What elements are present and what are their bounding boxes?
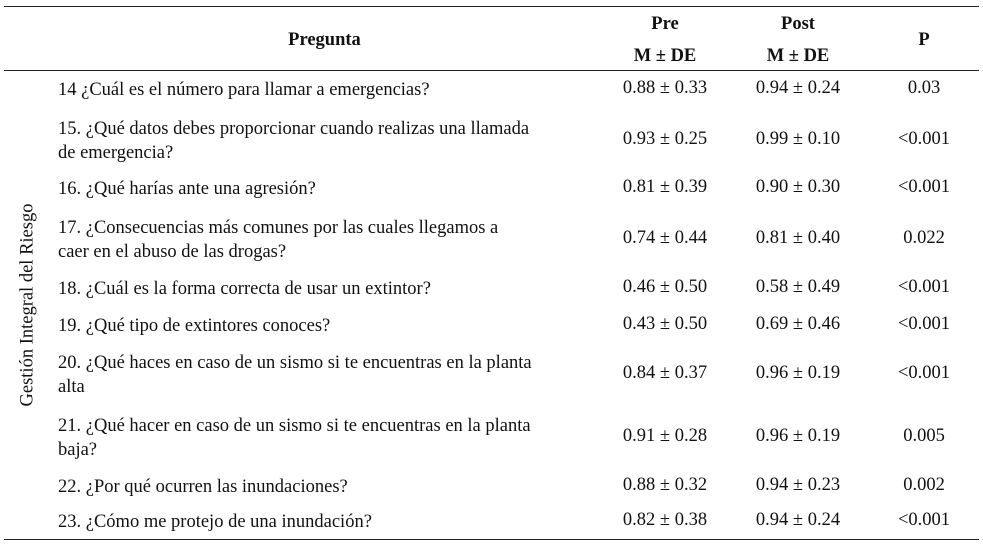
pre-value: 0.88 ± 0.33 — [622, 78, 708, 98]
p-value: <0.001 — [897, 129, 951, 149]
p-value: 0.002 — [903, 475, 945, 495]
section-label-text: Gestión Integral del Riesgo — [17, 203, 38, 406]
p-value: <0.001 — [897, 363, 951, 383]
header-rule — [4, 70, 979, 71]
post-value: 0.69 ± 0.46 — [755, 314, 841, 334]
header-post-sub: M ± DE — [766, 46, 830, 66]
question-line-2: de emergencia? — [58, 143, 174, 163]
p-value: <0.001 — [897, 277, 951, 297]
question-line-1: 22. ¿Por qué ocurren las inundaciones? — [58, 477, 348, 497]
post-value: 0.96 ± 0.19 — [755, 363, 841, 383]
pre-value: 0.46 ± 0.50 — [622, 277, 708, 297]
post-value: 0.81 ± 0.40 — [755, 228, 841, 248]
question-line-1: 23. ¿Cómo me protejo de una inundación? — [58, 512, 372, 532]
question-text — [58, 351, 603, 399]
question-line-1: 17. ¿Consecuencias más comunes por las cuales llegamos a — [58, 218, 499, 238]
p-value: 0.022 — [903, 228, 945, 248]
pre-value: 0.84 ± 0.37 — [622, 363, 708, 383]
table-top-rule — [4, 6, 979, 7]
post-value: 0.94 ± 0.24 — [755, 78, 841, 98]
post-value: 0.99 ± 0.10 — [755, 129, 841, 149]
post-value: 0.58 ± 0.49 — [755, 277, 841, 297]
header-post: Post — [781, 14, 815, 34]
question-line-1: 19. ¿Qué tipo de extintores conoces? — [58, 316, 331, 336]
post-value: 0.94 ± 0.24 — [755, 510, 841, 530]
question-text — [58, 475, 603, 499]
p-value: 0.03 — [907, 78, 941, 98]
pre-value: 0.74 ± 0.44 — [622, 228, 708, 248]
question-text — [58, 277, 603, 301]
question-text — [58, 177, 603, 201]
pre-value: 0.81 ± 0.39 — [622, 177, 708, 197]
p-value: <0.001 — [897, 314, 951, 334]
question-text — [58, 117, 603, 165]
question-text — [58, 510, 603, 534]
question-line-1: 18. ¿Cuál es la forma correcta de usar un extintor? — [58, 279, 431, 299]
table-bottom-rule — [4, 539, 979, 540]
pre-value: 0.93 ± 0.25 — [622, 129, 708, 149]
question-line-1: 20. ¿Qué haces en caso de un sismo si te encuentras en la planta — [58, 353, 532, 373]
p-value: <0.001 — [897, 510, 951, 530]
p-value: <0.001 — [897, 177, 951, 197]
post-value: 0.96 ± 0.19 — [755, 426, 841, 446]
header-pre: Pre — [651, 14, 679, 34]
question-text — [58, 414, 603, 462]
section-label — [4, 70, 52, 539]
question-line-1: 21. ¿Qué hacer en caso de un sismo si te encuentras en la planta — [58, 416, 531, 436]
question-line-1: 15. ¿Qué datos debes proporcionar cuando realizas una llamada — [58, 119, 530, 139]
header-question: Pregunta — [288, 30, 361, 50]
question-line-2: alta — [58, 377, 85, 397]
question-line-1: 14 ¿Cuál es el número para llamar a emergencias? — [58, 80, 430, 100]
header-p: P — [918, 30, 930, 50]
question-line-2: baja? — [58, 440, 98, 460]
pre-value: 0.91 ± 0.28 — [622, 426, 708, 446]
pre-value: 0.88 ± 0.32 — [622, 475, 708, 495]
question-text — [58, 314, 603, 338]
pre-value: 0.43 ± 0.50 — [622, 314, 708, 334]
question-line-1: 16. ¿Qué harías ante una agresión? — [58, 179, 316, 199]
question-text — [58, 78, 603, 102]
p-value: 0.005 — [903, 426, 945, 446]
post-value: 0.90 ± 0.30 — [755, 177, 841, 197]
post-value: 0.94 ± 0.23 — [755, 475, 841, 495]
pre-value: 0.82 ± 0.38 — [622, 510, 708, 530]
question-line-2: caer en el abuso de las drogas? — [58, 242, 287, 262]
question-text — [58, 216, 603, 264]
header-pre-sub: M ± DE — [633, 46, 697, 66]
